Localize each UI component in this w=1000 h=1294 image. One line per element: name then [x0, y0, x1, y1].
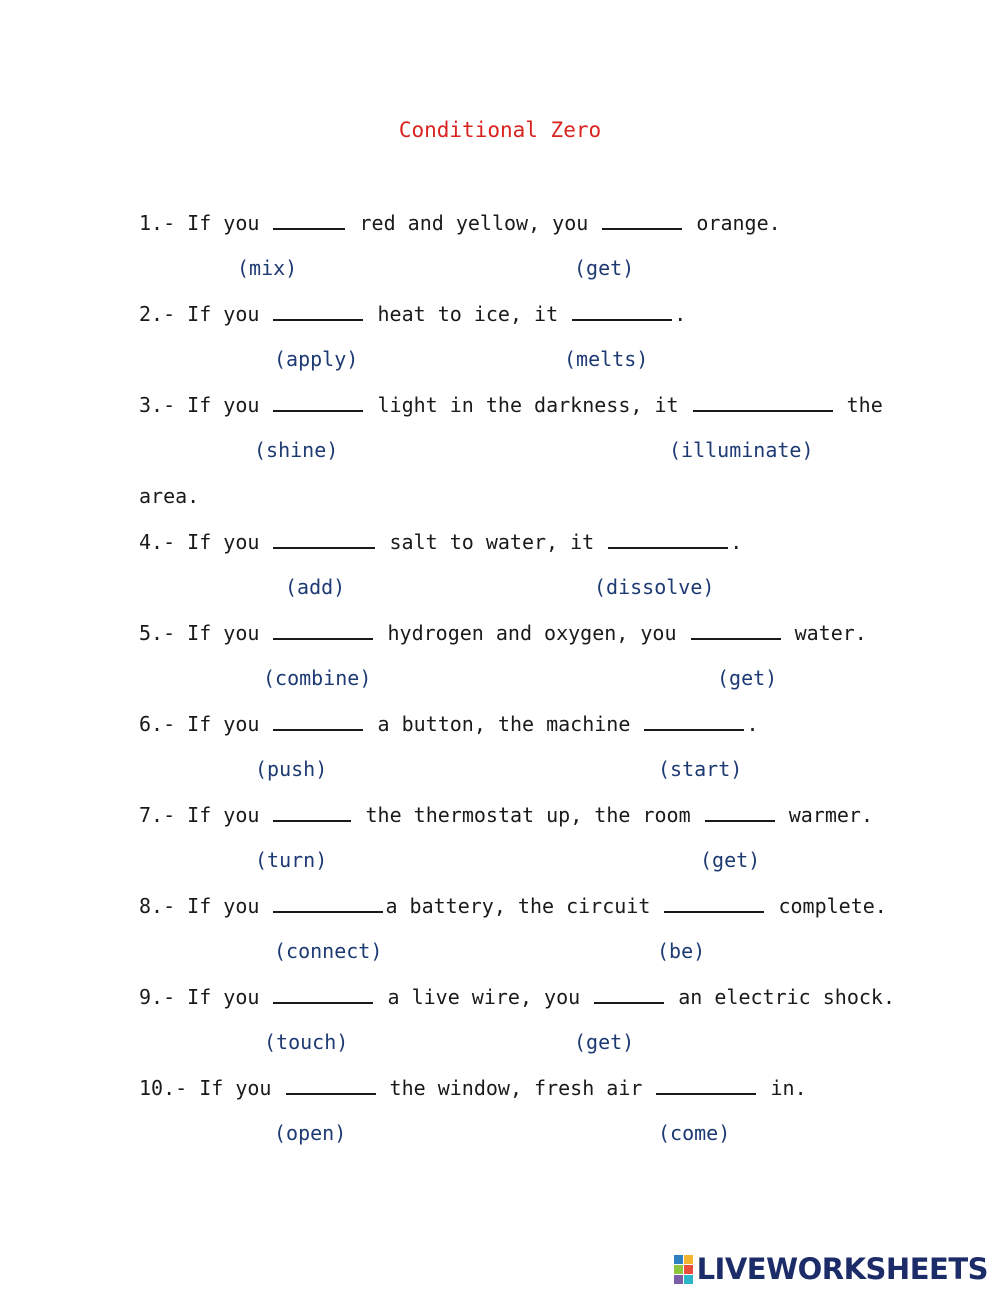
- hint-1a: (mix): [237, 256, 298, 280]
- hint-7a: (turn): [255, 848, 328, 872]
- hint-9b: (get): [574, 1030, 635, 1054]
- sentence-part: 1.- If you: [139, 211, 260, 235]
- exercise-5: [139, 620, 867, 646]
- exercise-6: [139, 711, 758, 737]
- exercise-7: [139, 802, 873, 828]
- worksheet-title: Conditional Zero: [398, 118, 602, 142]
- hint-2b: (melts): [564, 347, 649, 371]
- hint-4b: (dissolve): [594, 575, 715, 599]
- sentence-part: hydrogen and oxygen, you: [387, 621, 677, 645]
- liveworksheets-logo-icon: [674, 1255, 693, 1284]
- hint-3a: (shine): [254, 438, 339, 462]
- sentence-part: a live wire, you: [387, 985, 581, 1009]
- sentence-part: .: [674, 302, 687, 326]
- answer-blank-6a[interactable]: [273, 711, 363, 731]
- answer-blank-8b[interactable]: [664, 893, 764, 913]
- exercise-3-continuation: area.: [139, 484, 200, 508]
- hint-5b: (get): [717, 666, 778, 690]
- sentence-part: complete.: [778, 894, 887, 918]
- logo-text: LIVEWORKSHEETS: [696, 1252, 988, 1286]
- sentence-part: salt to water, it: [389, 530, 595, 554]
- hint-9a: (touch): [264, 1030, 349, 1054]
- hint-8b: (be): [657, 939, 706, 963]
- sentence-part: 3.- If you: [139, 393, 260, 417]
- sentence-part: water.: [794, 621, 867, 645]
- answer-blank-3a[interactable]: [273, 392, 363, 412]
- sentence-part: in.: [770, 1076, 807, 1100]
- exercise-2: [139, 301, 686, 327]
- answer-blank-5a[interactable]: [273, 620, 373, 640]
- sentence-part: 2.- If you: [139, 302, 260, 326]
- exercise-9: [139, 984, 895, 1010]
- sentence-part: orange.: [696, 211, 781, 235]
- sentence-part: a battery, the circuit: [385, 894, 651, 918]
- exercise-8: [139, 893, 887, 919]
- answer-blank-3b[interactable]: [693, 392, 833, 412]
- hint-10a: (open): [274, 1121, 347, 1145]
- answer-blank-10a[interactable]: [286, 1075, 376, 1095]
- sentence-part: the window, fresh air: [389, 1076, 643, 1100]
- answer-blank-9a[interactable]: [273, 984, 373, 1004]
- hint-6b: (start): [658, 757, 743, 781]
- sentence-part: warmer.: [788, 803, 874, 827]
- sentence-part: heat to ice, it: [377, 302, 559, 326]
- sentence-part: 10.- If you: [139, 1076, 272, 1100]
- sentence-part: 7.- If you: [139, 803, 260, 827]
- answer-blank-2b[interactable]: [572, 301, 672, 321]
- sentence-part: red and yellow, you: [359, 211, 589, 235]
- hint-5a: (combine): [263, 666, 372, 690]
- hint-3b: (illuminate): [669, 438, 814, 462]
- exercise-1: [139, 210, 781, 236]
- answer-blank-7a[interactable]: [273, 802, 351, 822]
- answer-blank-8a[interactable]: [273, 893, 383, 913]
- answer-blank-5b[interactable]: [691, 620, 781, 640]
- hint-6a: (push): [255, 757, 328, 781]
- liveworksheets-logo: [674, 1254, 988, 1284]
- sentence-part: 8.- If you: [139, 894, 260, 918]
- sentence-part: 4.- If you: [139, 530, 260, 554]
- exercise-4: [139, 529, 742, 555]
- sentence-part: an electric shock.: [678, 985, 896, 1009]
- hint-10b: (come): [658, 1121, 731, 1145]
- answer-blank-4b[interactable]: [608, 529, 728, 549]
- answer-blank-2a[interactable]: [273, 301, 363, 321]
- hint-4a: (add): [285, 575, 346, 599]
- answer-blank-1b[interactable]: [602, 210, 682, 230]
- sentence-part: .: [746, 712, 759, 736]
- sentence-part: 6.- If you: [139, 712, 260, 736]
- sentence-part: the thermostat up, the room: [365, 803, 691, 827]
- exercise-3: [139, 392, 883, 418]
- answer-blank-6b[interactable]: [644, 711, 744, 731]
- answer-blank-7b[interactable]: [705, 802, 775, 822]
- answer-blank-1a[interactable]: [273, 210, 345, 230]
- sentence-part: a button, the machine: [377, 712, 631, 736]
- hint-8a: (connect): [274, 939, 383, 963]
- sentence-part: .: [730, 530, 743, 554]
- hint-7b: (get): [700, 848, 761, 872]
- sentence-part: 5.- If you: [139, 621, 260, 645]
- answer-blank-4a[interactable]: [273, 529, 375, 549]
- sentence-part: the: [846, 393, 883, 417]
- exercise-10: [139, 1075, 807, 1101]
- answer-blank-10b[interactable]: [656, 1075, 756, 1095]
- sentence-part: 9.- If you: [139, 985, 260, 1009]
- hint-2a: (apply): [274, 347, 359, 371]
- answer-blank-9b[interactable]: [594, 984, 664, 1004]
- hint-1b: (get): [574, 256, 635, 280]
- sentence-part: light in the darkness, it: [377, 393, 679, 417]
